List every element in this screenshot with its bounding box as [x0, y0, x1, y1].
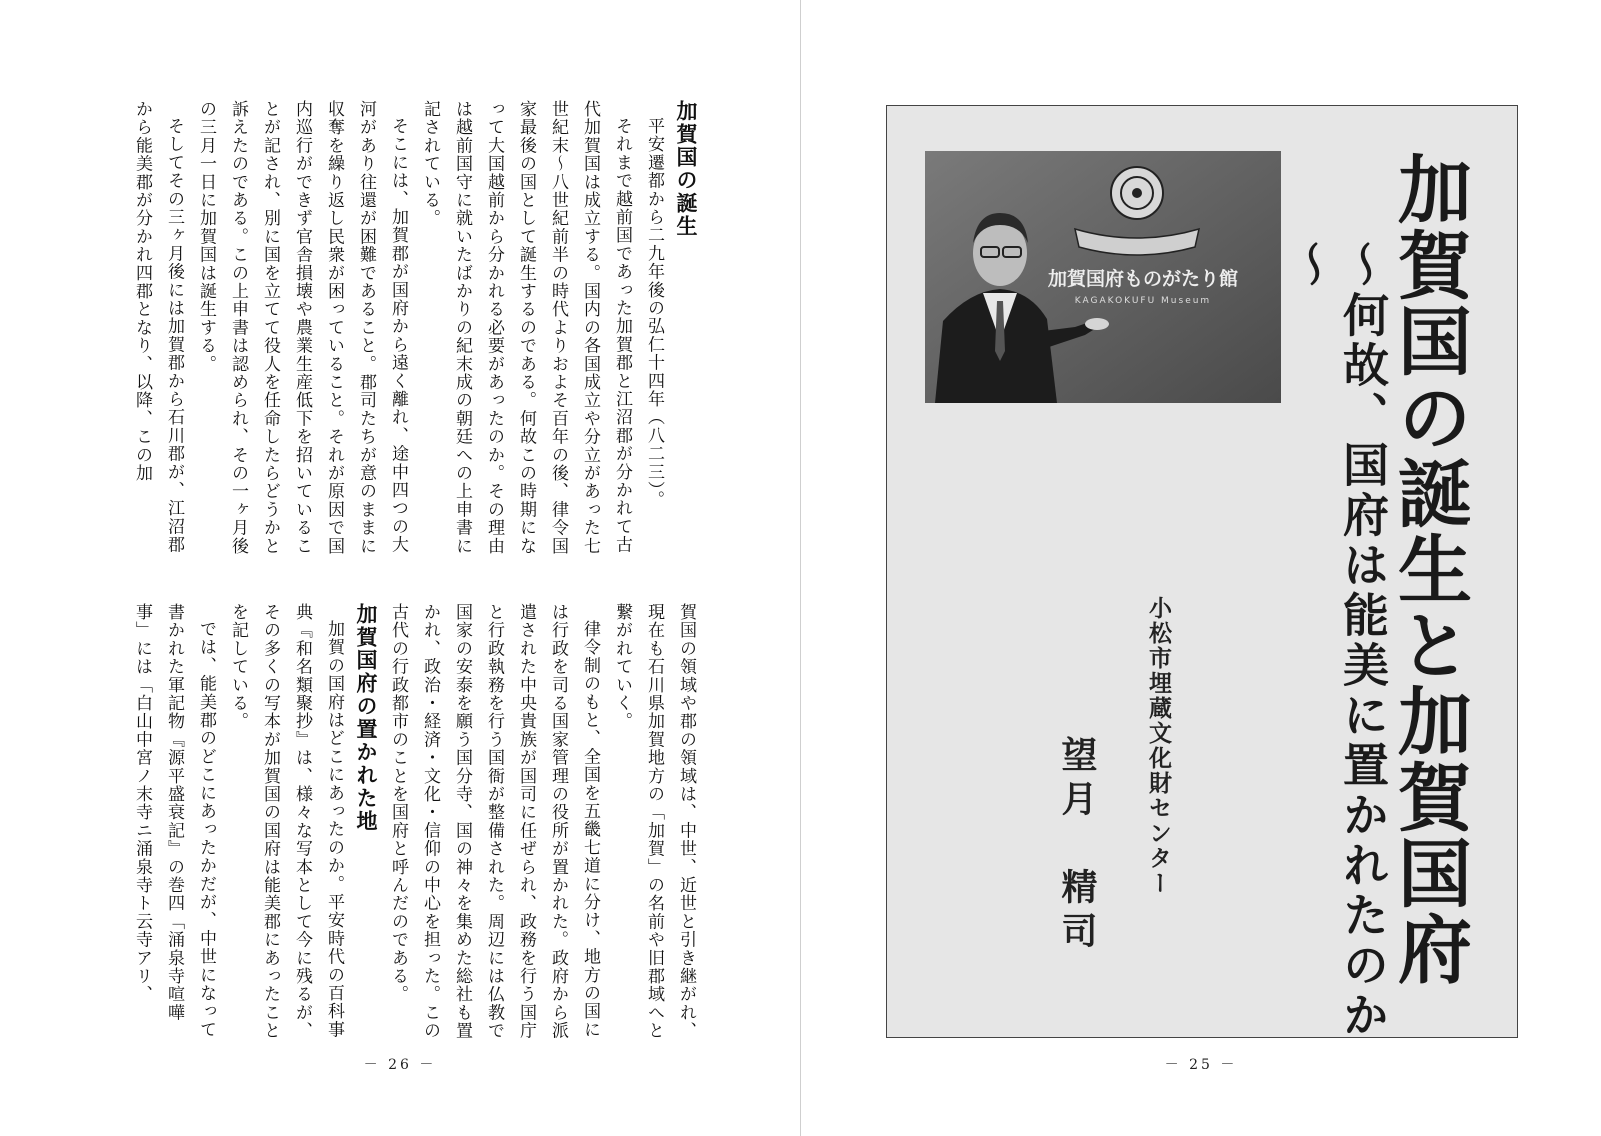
paragraph: 加賀の国府はどこにあったのか。平安時代の百科事典『和名類聚抄』は、様々な写本として今に残るが、その多くの写本が加賀国の国府は能美郡にあったことを記している。 [228, 603, 344, 1040]
section-heading: 加賀国府の置かれた地 [354, 603, 378, 833]
title-panel [886, 105, 1518, 1041]
section-kaga-birth [86, 100, 702, 562]
page-number: － 25 － [1164, 1057, 1238, 1073]
paragraph-continuation: 賀国の領域や郡の領域は、中世、近世と引き継がれ、現在も石川県加賀地方の「加賀」の名前や旧郡域へと繋がれていく。 [612, 603, 696, 1040]
paragraph: それまで越前国であった加賀郡と江沼郡が分かれて古代加賀国は成立する。国内の各国成立や分立があった七世紀末〜八世紀前半の時代よりおよそ百年の後、律令国家最後の国として誕生するのである。何故この時期になって大国越前から分かれる必要があったのか。その理由は越前国守に就いたばかりの紀末成の朝廷への上申書に記されている。 [420, 100, 632, 555]
page-number: － 26 － [363, 1057, 437, 1073]
paragraph: では、能美郡のどこにあったかだが、中世になって書かれた軍記物『源平盛衰記』の巻四「涌泉寺喧嘩事」には「白山中宮ノ末寺ニ涌泉寺ト云寺アリ、 [132, 603, 216, 1039]
author-photo [925, 151, 1281, 403]
paragraph: 平安遷都から二九年後の弘仁十四年（八二三）。 [644, 117, 664, 509]
paragraph: そしてその三ヶ月後には加賀郡から石川郡が、江沼郡から能美郡が分かれ四郡となり、以降、この加 [132, 100, 184, 554]
sign-text: 加賀国府ものがたり館 [1047, 268, 1239, 290]
sign-subtext: KAGAKOKUFU Museum [1074, 296, 1212, 306]
section-heading: 加賀国の誕生 [674, 100, 698, 238]
sub-title: ～何故、国府は能美に置かれたのか～ [1284, 241, 1390, 1041]
author-name: 望月 精司 [1056, 736, 1098, 956]
photo-illustration [925, 151, 1281, 403]
paragraph: そこには、加賀郡が国府から遠く離れ、途中四つの大河があり往還が困難であること。郡司たちが意のままに収奪を繰り返し民衆が困っていること。それが原因で国内巡行ができず官舎損壊や農業生産低下を招いていることが記され、別に国を立てて役人を任命したらどうかと訴えたのである。この上申書は認められ、その一ヶ月後の三月一日に加賀国は誕生する。 [196, 100, 408, 555]
left-page [0, 0, 800, 1136]
author-affiliation: 小松市埋蔵文化財センター [1145, 596, 1171, 896]
main-title: 加賀国の誕生と加賀国府 [1386, 151, 1472, 987]
section-kokufu-location [86, 603, 702, 1043]
paragraph: 律令制のもと、全国を五畿七道に分け、地方の国には行政を司る国家管理の役所が置かれた。政府から派遣された中央貴族が国司に任ぜられ、政務を行う国庁と行政執務を行う国衙が整備された。周辺には仏教で国家の安泰を願う国分寺、国の神々を集めた総社も置かれ、政治・経済・文化・信仰の中心を担った。この古代の行政都市のことを国府と呼んだのである。 [388, 603, 600, 1040]
right-page [801, 0, 1601, 1136]
